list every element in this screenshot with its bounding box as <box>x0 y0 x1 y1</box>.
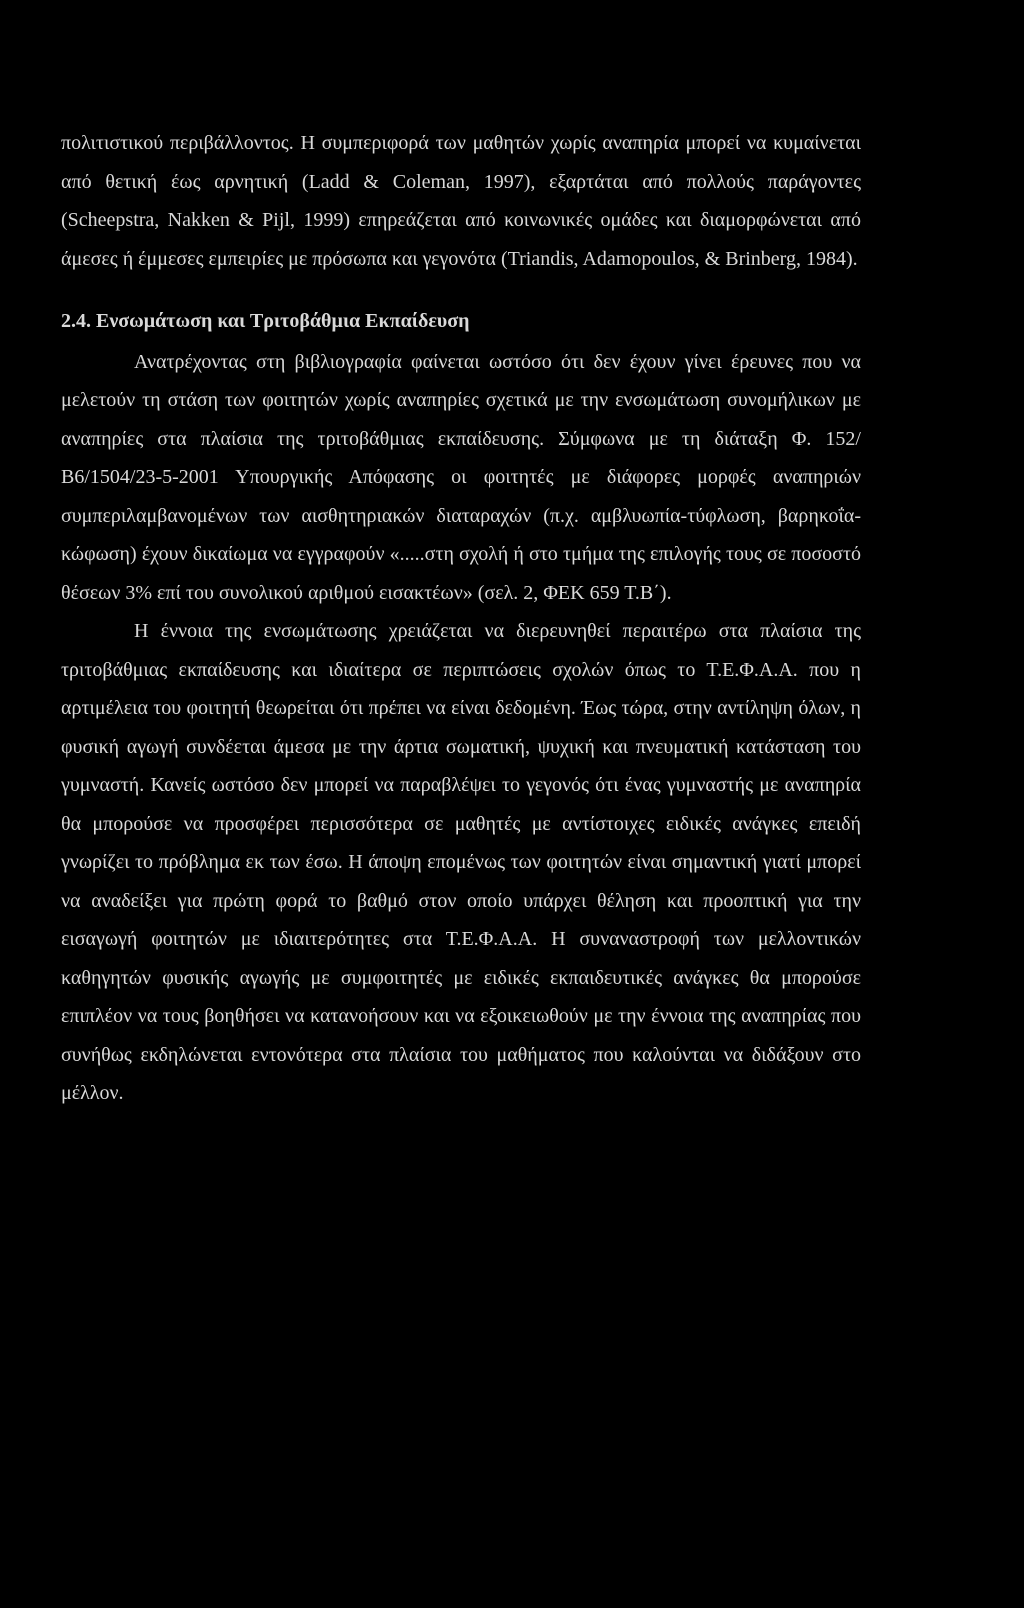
document-body <box>61 124 861 1113</box>
section-paragraph-1: Ανατρέχοντας στη βιβλιογραφία φαίνεται ωστόσο ότι δεν έχουν γίνει έρευνες που να μελετούν τη στάση των φοιτητών χωρίς αναπηρίες σχετικά με την ενσωμάτωση συνομήλικων με αναπηρίες στα πλαίσια της τριτοβάθμιας εκπαίδευσης. Σύμφωνα με τη διάταξη Φ. 152/Β6/1504/23-5-2001 Υπουργικής Απόφασης οι φοιτητές με διάφορες μορφές αναπηριών συμπεριλαμβανομένων των αισθητηριακών διαταραχών (π.χ. αμβλυωπία-τύφλωση, βαρηκοΐα-κώφωση) έχουν δικαίωμα να εγγραφούν «.....στη σχολή ή στο τμήμα της επιλογής τους σε ποσοστό θέσεων 3% επί του συνολικού αριθμού εισακτέων» (σελ. 2, ΦΕΚ 659 Τ.Β΄). <box>61 350 861 604</box>
intro-paragraph: πολιτιστικού περιβάλλοντος. Η συμπεριφορά των μαθητών χωρίς αναπηρία μπορεί να κυμαίνεται από θετική έως αρνητική (Ladd & Coleman, 1997), εξαρτάται από πολλούς παράγοντες (Scheepstra, Nakken & Pijl, 1999) επηρεάζεται από κοινωνικές ομάδες και διαμορφώνεται από άμεσες ή έμμεσες εμπειρίες με πρόσωπα και γεγονότα (Triandis, Adamopoulos, & Brinberg, 1984). <box>61 132 861 270</box>
section-paragraph-2: Η έννοια της ενσωμάτωσης χρειάζεται να διερευνηθεί περαιτέρω στα πλαίσια της τριτοβάθμιας εκπαίδευσης και ιδιαίτερα σε περιπτώσεις σχολών όπως το Τ.Ε.Φ.Α.Α. που η αρτιμέλεια του φοιτητή θεωρείται ότι πρέπει να είναι δεδομένη. Έως τώρα, στην αντίληψη όλων, η φυσική αγωγή συνδέεται άμεσα με την άρτια σωματική, ψυχική και πνευματική κατάσταση του γυμναστή. Κανείς ωστόσο δεν μπορεί να παραβλέψει το γεγονός ότι ένας γυμναστής με αναπηρία θα μπορούσε να προσφέρει περισσότερα σε μαθητές με αντίστοιχες ειδικές ανάγκες επειδή γνωρίζει το πρόβλημα εκ των έσω. Η άποψη επομένως των φοιτητών είναι σημαντική γιατί μπορεί να αναδείξει για πρώτη φορά το βαθμό στον οποίο υπάρχει θέληση και προοπτική για την εισαγωγή φοιτητών με ιδιαιτερότητες στα Τ.Ε.Φ.Α.Α. Η συναναστροφή των μελλοντικών καθηγητών φυσικής αγωγής με συμφοιτητές με ειδικές εκπαιδευτικές ανάγκες θα μπορούσε επιπλέον να τους βοηθήσει να κατανοήσουν και να εξοικειωθούν με την έννοια της αναπηρίας που συνήθως εκδηλώνεται εντονότερα στα πλαίσια του μαθήματος που καλούνται να διδάξουν στο μέλλον. <box>61 620 861 1104</box>
section-heading: 2.4. Ενσωμάτωση και Τριτοβάθμια Εκπαίδευση <box>61 310 470 332</box>
